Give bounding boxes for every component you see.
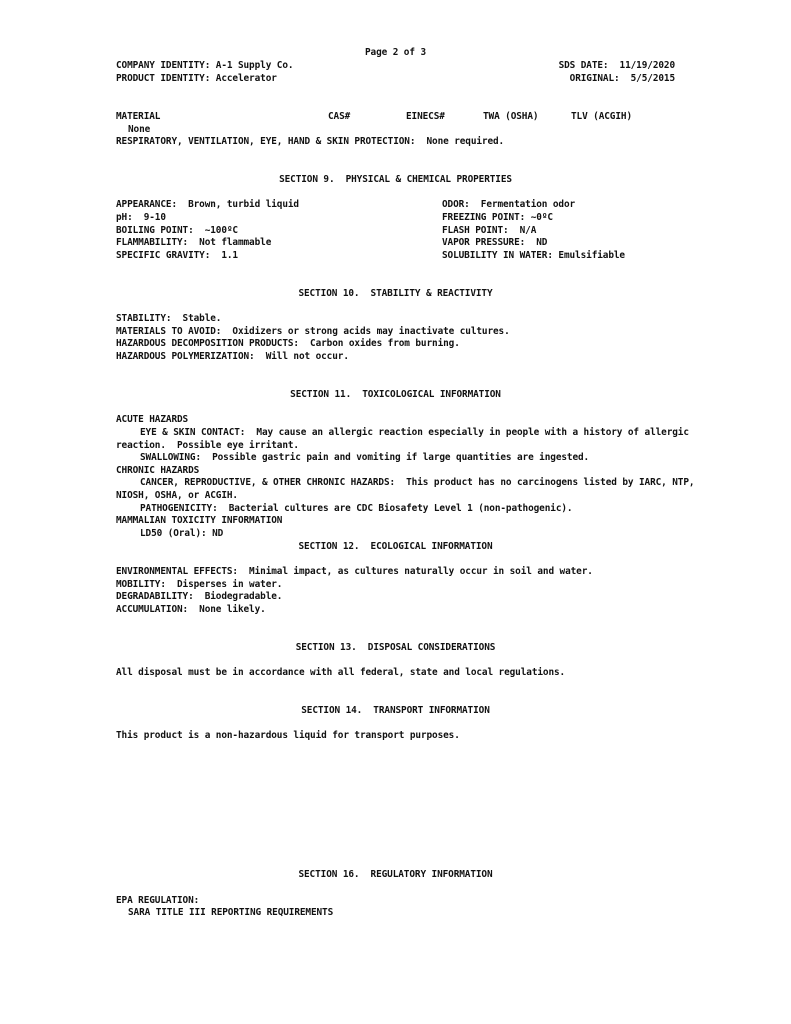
cancer-line-continued: NIOSH, OSHA, or ACGIH. [116, 490, 238, 501]
section-13-title: SECTION 13. DISPOSAL CONSIDERATIONS [295, 642, 496, 653]
company-identity: COMPANY IDENTITY: A-1 Supply Co. [116, 60, 294, 71]
original-date: ORIGINAL: 5/5/2015 [569, 73, 675, 84]
accumulation-line: ACCUMULATION: None likely. [116, 604, 266, 615]
property-boiling-point: BOILING POINT: ~100ºC [116, 225, 238, 236]
property-flammability: FLAMMABILITY: Not flammable [116, 237, 272, 248]
property-specific-gravity: SPECIFIC GRAVITY: 1.1 [116, 250, 238, 261]
chronic-hazards-heading: CHRONIC HAZARDS [116, 465, 200, 476]
eye-skin-contact-continued: reaction. Possible eye irritant. [116, 440, 299, 451]
property-flash-point: FLASH POINT: N/A [442, 225, 537, 236]
epa-regulation-heading: EPA REGULATION: [116, 895, 200, 906]
cancer-line: CANCER, REPRODUCTIVE, & OTHER CHRONIC HAZARDS: This product has no carcinogens listed by IARC, NTP, [140, 477, 695, 488]
protection-line: RESPIRATORY, VENTILATION, EYE, HAND & SKIN PROTECTION: None required. [116, 136, 505, 147]
transport-text: This product is a non-hazardous liquid for transport purposes. [116, 730, 460, 741]
col-header-twa: TWA (OSHA) [483, 111, 539, 122]
degradability-line: DEGRADABILITY: Biodegradable. [116, 591, 283, 602]
material-row-value: None [128, 124, 151, 135]
pathogenicity-line: PATHOGENICITY: Bacterial cultures are CDC Biosafety Level 1 (non-pathogenic). [140, 503, 573, 514]
col-header-tlv: TLV (ACGIH) [571, 111, 632, 122]
property-appearance: APPEARANCE: Brown, turbid liquid [116, 199, 299, 210]
acute-hazards-heading: ACUTE HAZARDS [116, 414, 189, 425]
sds-date: SDS DATE: 11/19/2020 [558, 60, 675, 71]
property-ph: pH: 9-10 [116, 212, 166, 223]
property-freezing-point: FREEZING POINT: ~0ºC [442, 212, 553, 223]
sara-title-line: SARA TITLE III REPORTING REQUIREMENTS [128, 907, 334, 918]
section-10-title: SECTION 10. STABILITY & REACTIVITY [298, 288, 493, 299]
ld50-line: LD50 (Oral): ND [140, 528, 224, 539]
col-header-einecs: EINECS# [406, 111, 445, 122]
col-header-material: MATERIAL [116, 111, 161, 122]
section-9-title: SECTION 9. PHYSICAL & CHEMICAL PROPERTIES [279, 174, 512, 185]
col-header-cas: CAS# [328, 111, 351, 122]
mobility-line: MOBILITY: Disperses in water. [116, 579, 283, 590]
property-odor: ODOR: Fermentation odor [442, 199, 576, 210]
section-14-title: SECTION 14. TRANSPORT INFORMATION [301, 705, 490, 716]
materials-to-avoid-line: MATERIALS TO AVOID: Oxidizers or strong acids may inactivate cultures. [116, 326, 510, 337]
environmental-effects-line: ENVIRONMENTAL EFFECTS: Minimal impact, as cultures naturally occur in soil and water. [116, 566, 593, 577]
property-solubility: SOLUBILITY IN WATER: Emulsifiable [442, 250, 625, 261]
mammalian-toxicity-heading: MAMMALIAN TOXICITY INFORMATION [116, 515, 283, 526]
property-vapor-pressure: VAPOR PRESSURE: ND [442, 237, 548, 248]
section-12-title: SECTION 12. ECOLOGICAL INFORMATION [298, 541, 493, 552]
section-16-title: SECTION 16. REGULATORY INFORMATION [298, 869, 493, 880]
polymerization-line: HAZARDOUS POLYMERIZATION: Will not occur. [116, 351, 349, 362]
page-number: Page 2 of 3 [365, 47, 426, 58]
eye-skin-contact-line: EYE & SKIN CONTACT: May cause an allergic reaction especially in people with a history of allergic [140, 427, 689, 438]
section-11-title: SECTION 11. TOXICOLOGICAL INFORMATION [290, 389, 501, 400]
disposal-text: All disposal must be in accordance with all federal, state and local regulations. [116, 667, 566, 678]
swallowing-line: SWALLOWING: Possible gastric pain and vomiting if large quantities are ingested. [140, 452, 590, 463]
stability-line: STABILITY: Stable. [116, 313, 222, 324]
product-identity: PRODUCT IDENTITY: Accelerator [116, 73, 277, 84]
decomposition-line: HAZARDOUS DECOMPOSITION PRODUCTS: Carbon oxides from burning. [116, 338, 460, 349]
